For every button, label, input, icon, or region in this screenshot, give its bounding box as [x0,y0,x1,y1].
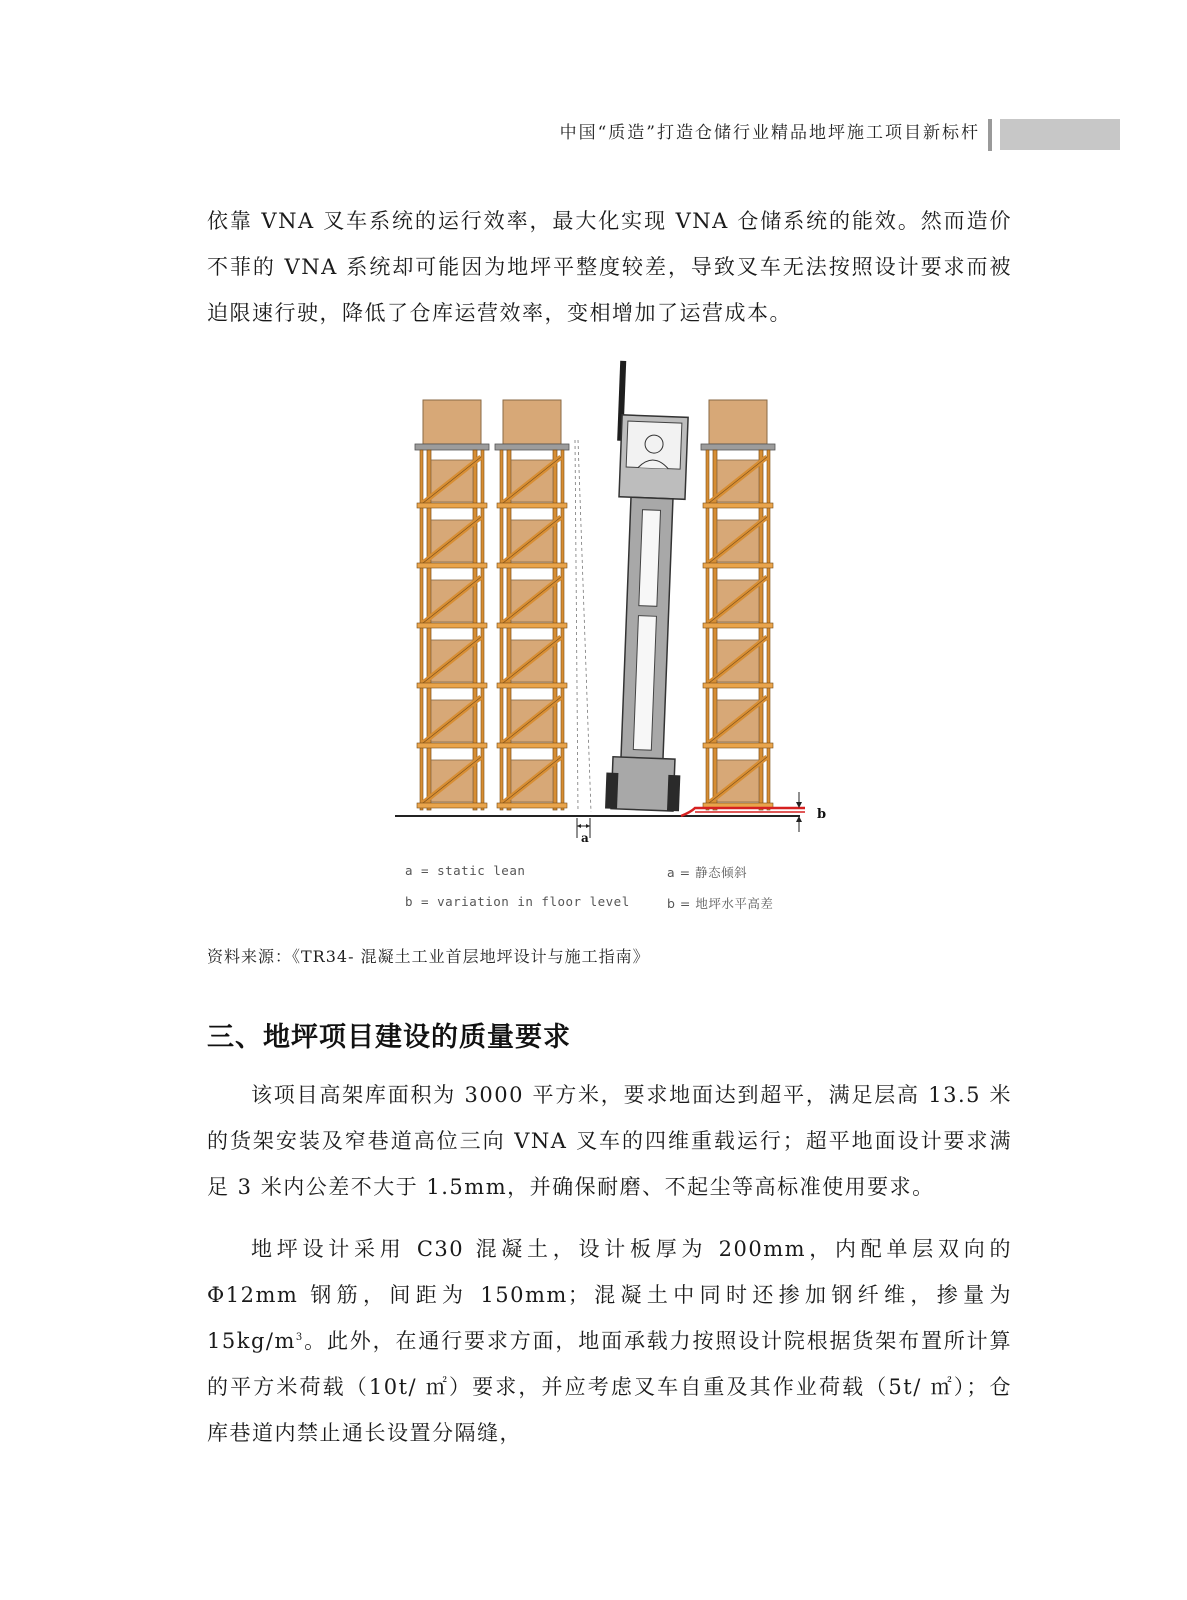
rack-3 [701,400,775,810]
legend-a-cn: a = 静态倾斜 [667,865,748,880]
forklift-base [611,757,675,811]
vna-forklift-figure [395,360,835,920]
marker-b: b [817,807,827,822]
section-paragraph-1: 该项目高架库面积为 3000 平方米，要求地面达到超平，满足层高 13.5 米的货架安装及窄巷道高位三向 VNA 叉车的四维重载运行；超平地面设计要求满足 3 米内公差不大于 1.5mm，并确保耐磨、不起尘等高标准使用要求。 [207,1083,1012,1199]
paragraph-2-part-1: 地坪设计采用 C30 混凝土，设计板厚为 200mm，内配单层双向的 Φ12mm 钢筋，间距为 150mm；混凝土中同时还掺加钢纤维，掺量为 15kg/m [207,1237,1012,1353]
rack-1 [415,400,489,810]
paragraph-2-part-2: 。此外，在通行要求方面，地面承载力按照设计院根据货架布置所计算的平方米荷载（10t/ ㎡）要求，并应考虑叉车自重及其作业荷载（5t/ ㎡）；仓库巷道内禁止通长设置分隔缝， [207,1329,1012,1445]
superscript-3: 3 [295,1332,304,1343]
legend-a-en: a = static lean [405,863,526,878]
vna-forklift [603,361,696,812]
rack-2 [495,400,569,810]
figure-source: 资料来源：《TR34- 混凝土工业首层地坪设计与施工指南》 [207,947,650,966]
forklift-rack-illustration [395,360,835,920]
marker-a: a [581,831,589,845]
legend-b-en: b = variation in floor level [405,894,630,909]
section-heading: 三、地坪项目建设的质量要求 [207,1022,571,1053]
intro-paragraph: 依靠 VNA 叉车系统的运行效率，最大化实现 VNA 仓储系统的能效。然而造价不菲的 VNA 系统却可能因为地坪平整度较差，导致叉车无法按照设计要求而被迫限速行驶，降低了仓库运营效率，变相增加了运营成本。 [207,209,1012,325]
section-paragraph-2 [207,1226,1012,1456]
header-divider [988,119,992,151]
header-title: 中国“质造”打造仓储行业精品地坪施工项目新标杆 [559,123,980,143]
header-tab-block [1000,119,1120,150]
legend-b-cn: b = 地坪水平高差 [667,896,774,911]
